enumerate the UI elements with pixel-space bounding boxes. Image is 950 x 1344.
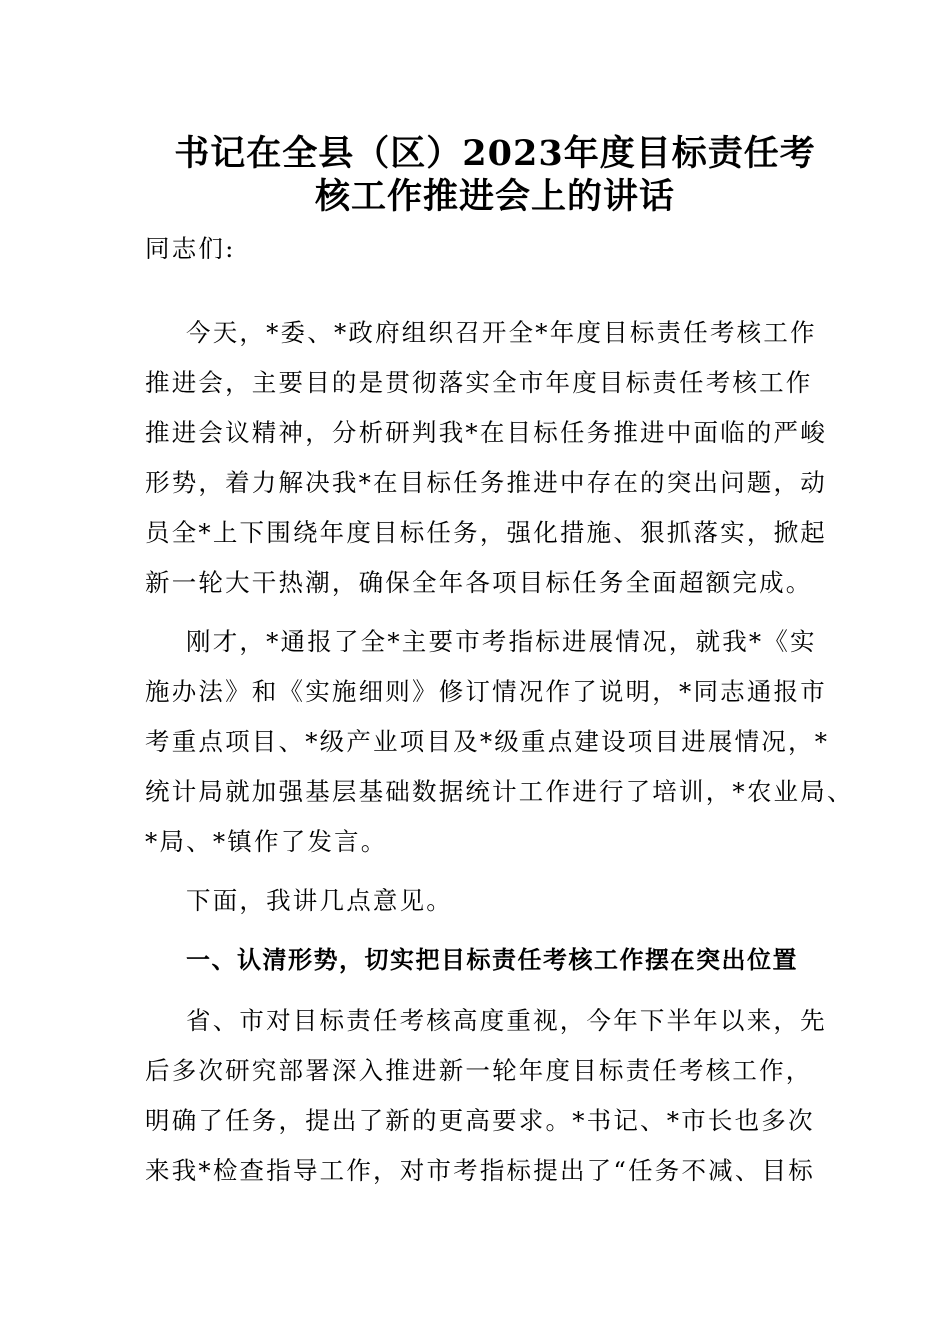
paragraph-1-line: 新一轮大干热潮，确保全年各项目标任务全面超额完成。	[145, 568, 813, 597]
paragraph-2-line: 统计局就加强基层基础数据统计工作进行了培训，*农业局、	[145, 777, 854, 806]
paragraph-3: 下面，我讲几点意见。	[186, 886, 453, 915]
paragraph-1-line: 形势，着力解决我*在目标任务推进中存在的突出问题，动	[145, 468, 827, 497]
paragraph-1-line: 今天，*委、*政府组织召开全*年度目标责任考核工作	[186, 318, 817, 347]
document-title-line-2: 核工作推进会上的讲话	[314, 176, 675, 217]
section-heading-1: 一、认清形势，切实把目标责任考核工作摆在突出位置	[186, 946, 798, 974]
salutation: 同志们:	[145, 234, 236, 263]
paragraph-1-line: 推进会，主要目的是贯彻落实全市年度目标责任考核工作	[145, 368, 813, 397]
paragraph-1-line: 员全*上下围绕年度目标任务，强化措施、狠抓落实，掀起	[145, 518, 827, 547]
paragraph-2-line: 施办法》和《实施细则》修订情况作了说明，*同志通报市	[145, 677, 827, 706]
paragraph-1-line: 推进会议精神，分析研判我*在目标任务推进中面临的严峻	[145, 418, 827, 447]
paragraph-4-line: 省、市对目标责任考核高度重视，今年下半年以来，先	[186, 1006, 827, 1035]
paragraph-2-line: 刚才，*通报了全*主要市考指标进展情况，就我*《实	[186, 627, 817, 656]
paragraph-2-line: *局、*镇作了发言。	[145, 827, 388, 856]
document-title-line-1: 书记在全县（区）2023年度目标责任考	[174, 133, 816, 174]
paragraph-2-line: 考重点项目、*级产业项目及*级重点建设项目进展情况，*	[145, 727, 830, 756]
paragraph-4-line: 明确了任务，提出了新的更高要求。*书记、*市长也多次	[145, 1106, 815, 1135]
paragraph-4-line: 来我*检查指导工作，对市考指标提出了“任务不减、目标	[145, 1156, 815, 1185]
paragraph-4-line: 后多次研究部署深入推进新一轮年度目标责任考核工作，	[145, 1056, 813, 1085]
